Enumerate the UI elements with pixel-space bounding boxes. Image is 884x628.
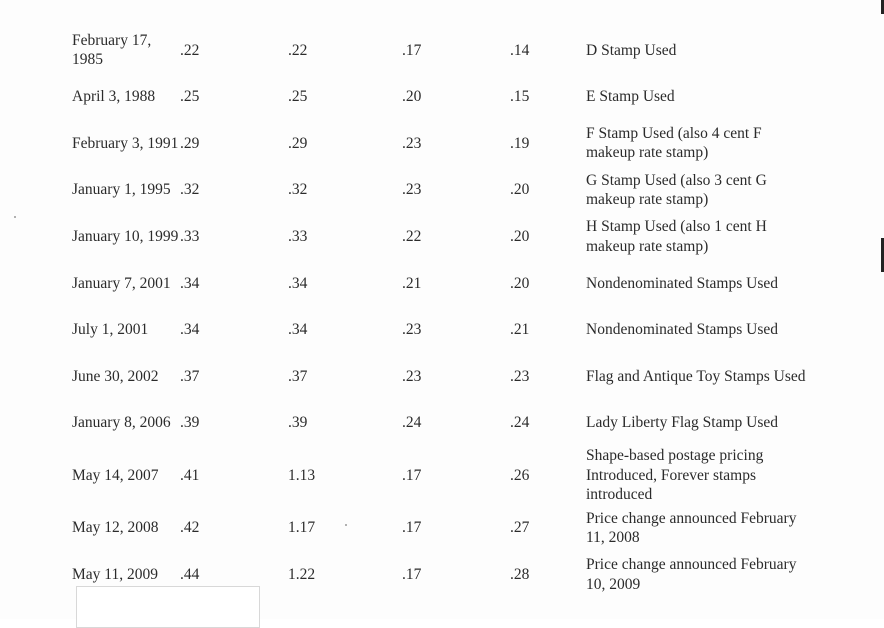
rate-cell-2: 1.17 [288,519,316,537]
rate-cell-4: .19 [510,134,530,152]
rate-cell-4: .27 [510,519,530,537]
rate-cell-2: .29 [288,134,308,152]
rate-cell-1: .25 [180,88,200,106]
effective-date-cell: July 1, 2001 [72,321,149,339]
blank-box [76,586,260,628]
rate-cell-1: .29 [180,134,200,152]
rate-cell-1: .22 [180,41,200,59]
rate-cell-2: .39 [288,414,308,432]
rate-cell-3: .17 [402,565,422,583]
rate-cell-2: .34 [288,321,308,339]
rate-cell-4: .20 [510,227,530,245]
effective-date-cell: February 3, 1991 [72,134,179,152]
rate-cell-3: .17 [402,519,422,537]
note-cell: Price change announced February 11, 2008 [586,509,797,547]
rate-cell-4: .23 [510,367,530,385]
effective-date-cell: January 8, 2006 [72,414,171,432]
rate-cell-2: .37 [288,367,308,385]
effective-date-cell: January 7, 2001 [72,274,171,292]
rate-cell-4: .20 [510,181,530,199]
postage-rate-table [72,27,811,598]
rate-cell-3: .23 [402,367,422,385]
rate-cell-1: .42 [180,519,200,537]
note-cell: Flag and Antique Toy Stamps Used [586,367,806,385]
rate-cell-2: .34 [288,274,308,292]
rate-cell-3: .17 [402,466,422,484]
rate-cell-2: 1.13 [288,466,316,484]
effective-date-cell: May 11, 2009 [72,565,158,583]
note-cell: D Stamp Used [586,41,677,59]
rate-cell-3: .23 [402,181,422,199]
rate-cell-4: .24 [510,414,530,432]
rate-cell-1: .37 [180,367,200,385]
note-cell: H Stamp Used (also 1 cent H makeup rate stamp) [586,218,767,255]
rate-cell-4: .26 [510,466,530,484]
table-row [72,307,811,354]
postage-rate-table-body [72,27,811,598]
rate-cell-1: .34 [180,274,200,292]
note-cell: Lady Liberty Flag Stamp Used [586,414,778,432]
rate-cell-1: .39 [180,414,200,432]
rate-cell-4: .20 [510,274,530,292]
rate-cell-4: .21 [510,321,530,339]
rate-cell-4: .15 [510,88,530,106]
rate-cell-3: .20 [402,88,422,106]
effective-date-cell: April 3, 1988 [72,88,156,106]
table-row [72,27,811,74]
table-row [72,260,811,307]
rate-cell-1: .44 [180,565,200,583]
table-row [72,353,811,400]
rate-cell-1: .34 [180,321,200,339]
note-cell: G Stamp Used (also 3 cent G makeup rate stamp) [586,171,767,209]
rate-cell-3: .23 [402,321,422,339]
note-cell: Price change announced February 10, 2009 [586,556,797,593]
rate-cell-2: .32 [288,181,308,199]
rate-cell-3: .22 [402,227,422,245]
rate-cell-3: .21 [402,274,422,292]
rate-cell-2: .22 [288,41,308,59]
rate-cell-4: .28 [510,565,530,583]
effective-date-cell: February 17, 1985 [72,31,152,69]
rate-cell-2: .25 [288,88,308,106]
rate-cell-2: .33 [288,227,308,245]
note-cell: Nondenominated Stamps Used [586,321,779,339]
table-row [72,400,811,447]
note-cell: Shape-based postage pricing Introduced, Forever stamps introduced [586,447,764,504]
rate-cell-4: .14 [510,41,530,59]
effective-date-cell: May 12, 2008 [72,519,159,537]
effective-date-cell: May 14, 2007 [72,466,159,484]
scan-speck [14,216,16,218]
effective-date-cell: January 1, 1995 [72,181,171,199]
table-row [72,120,811,167]
table-row [72,74,811,121]
effective-date-cell: June 30, 2002 [72,367,159,385]
table-row [72,213,811,260]
rate-cell-1: .32 [180,181,200,199]
note-cell: Nondenominated Stamps Used [586,274,779,292]
rate-cell-1: .41 [180,466,200,484]
rate-cell-1: .33 [180,227,200,245]
scan-speck [345,524,347,526]
rate-cell-3: .23 [402,134,422,152]
table-row [72,505,811,552]
note-cell: F Stamp Used (also 4 cent F makeup rate stamp) [586,124,762,162]
rate-cell-3: .24 [402,414,422,432]
effective-date-cell: January 10, 1999 [72,227,179,245]
rate-cell-2: 1.22 [288,565,316,583]
table-row [72,446,811,505]
table-row [72,167,811,214]
note-cell: E Stamp Used [586,88,675,106]
rate-cell-3: .17 [402,41,422,59]
